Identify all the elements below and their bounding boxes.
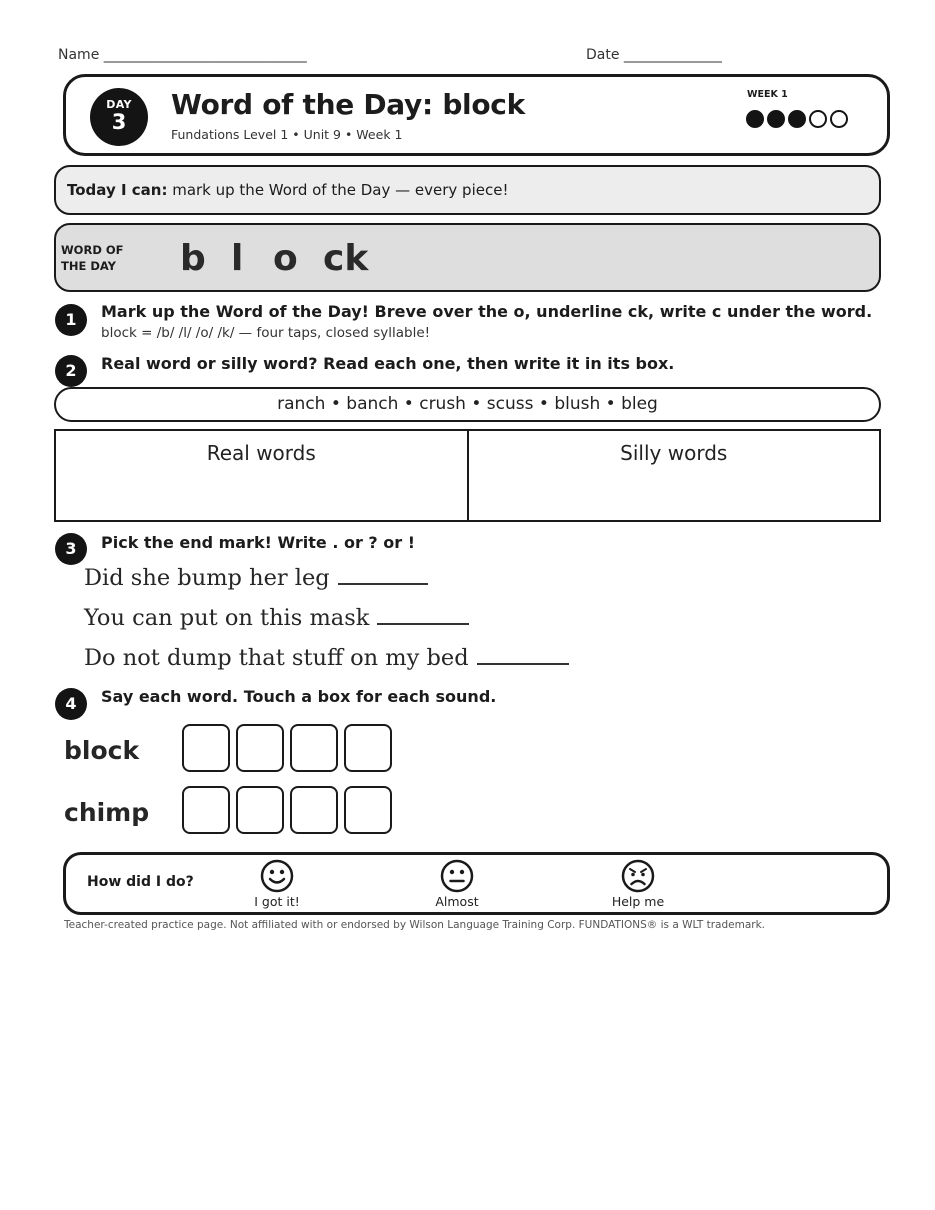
sound-box[interactable] <box>290 786 338 834</box>
item-1-note: block = /b/ /l/ /o/ /k/ — four taps, closed syllable! <box>101 325 431 341</box>
sound-card-ck: ck <box>323 238 369 279</box>
word-of-day-label-line1: WORD OF <box>61 243 124 257</box>
sentence-text: Do not dump that stuff on my bed <box>84 645 469 671</box>
progress-dot-filled <box>788 110 806 128</box>
page-subtitle: Fundations Level 1 • Unit 9 • Week 1 <box>171 127 403 142</box>
sound-card-b: b <box>180 238 206 279</box>
silly-words-header: Silly words <box>620 441 728 465</box>
sentence-text: You can put on this mask <box>84 605 370 631</box>
week-progress-dots <box>746 110 848 128</box>
word-of-day-box <box>54 223 881 292</box>
real-words-column[interactable] <box>56 431 467 520</box>
item-number-1: 1 <box>55 304 87 336</box>
real-words-header: Real words <box>206 441 316 465</box>
sound-box[interactable] <box>290 724 338 772</box>
progress-dot-filled <box>746 110 764 128</box>
option-label: I got it! <box>254 894 300 909</box>
worried-face-icon <box>621 859 655 893</box>
sort-table <box>54 429 881 522</box>
item-1-instruction: Mark up the Word of the Day! Breve over the o, underline ck, write c under the word. <box>101 302 873 321</box>
date-blank: ______________ <box>623 47 722 63</box>
item-3-instruction: Pick the end mark! Write . or ? or ! <box>101 533 416 552</box>
self-check-option-help-me[interactable] <box>583 859 693 909</box>
option-label: Almost <box>435 894 479 909</box>
footer-disclaimer: Teacher-created practice page. Not affiliated with or endorsed by Wilson Language Training Corp. FUNDATIONS® is a WLT trademark. <box>64 919 766 931</box>
word-of-day-label <box>61 242 141 274</box>
goal-body: mark up the Word of the Day — every piece! <box>167 181 509 199</box>
sound-card-l: l <box>231 238 244 279</box>
item-number-4: 4 <box>55 688 87 720</box>
name-line[interactable] <box>58 47 307 63</box>
self-check-option-almost[interactable] <box>402 859 512 909</box>
day-badge <box>90 88 148 146</box>
sentence-2 <box>84 605 469 631</box>
word-of-day-label-line2: THE DAY <box>61 259 117 273</box>
sound-box[interactable] <box>344 724 392 772</box>
sound-card-o: o <box>273 238 298 279</box>
sentence-3 <box>84 645 569 671</box>
day-number: 3 <box>111 110 127 134</box>
self-check-question: How did I do? <box>87 874 194 890</box>
date-label: Date <box>586 47 620 63</box>
sound-box-word-block: block <box>64 736 140 765</box>
smiley-face-icon <box>260 859 294 893</box>
option-label: Help me <box>611 894 665 909</box>
progress-dot-empty <box>830 110 848 128</box>
sound-boxes-chimp <box>182 786 392 834</box>
self-check-option-got-it[interactable] <box>222 859 332 909</box>
sound-box[interactable] <box>182 786 230 834</box>
progress-dot-filled <box>767 110 785 128</box>
neutral-face-icon <box>440 859 474 893</box>
item-number-3: 3 <box>55 533 87 565</box>
page-title: Word of the Day: block <box>171 88 525 121</box>
end-mark-blank[interactable] <box>477 647 569 665</box>
week-label: WEEK 1 <box>747 89 788 100</box>
name-label: Name <box>58 47 100 63</box>
sentence-1 <box>84 565 428 591</box>
sound-box[interactable] <box>182 724 230 772</box>
goal-lead: Today I can: <box>67 181 168 199</box>
sound-box[interactable] <box>344 786 392 834</box>
goal-text <box>67 181 508 199</box>
name-blank: _____________________________ <box>103 47 307 63</box>
end-mark-blank[interactable] <box>377 607 469 625</box>
sound-box[interactable] <box>236 724 284 772</box>
item-number-2: 2 <box>55 355 87 387</box>
sound-boxes-block <box>182 724 392 772</box>
item-2-instruction: Real word or silly word? Read each one, then write it in its box. <box>101 354 675 373</box>
day-label: DAY <box>106 98 132 111</box>
end-mark-blank[interactable] <box>338 567 428 585</box>
sound-box-word-chimp: chimp <box>64 798 150 827</box>
word-bank-words: ranch • banch • crush • scuss • blush • bleg <box>277 394 658 414</box>
silly-words-column[interactable] <box>467 431 880 520</box>
sentence-text: Did she bump her leg <box>84 565 330 591</box>
item-4-instruction: Say each word. Touch a box for each sound. <box>101 687 497 706</box>
date-line[interactable] <box>586 47 722 63</box>
progress-dot-empty <box>809 110 827 128</box>
sound-box[interactable] <box>236 786 284 834</box>
